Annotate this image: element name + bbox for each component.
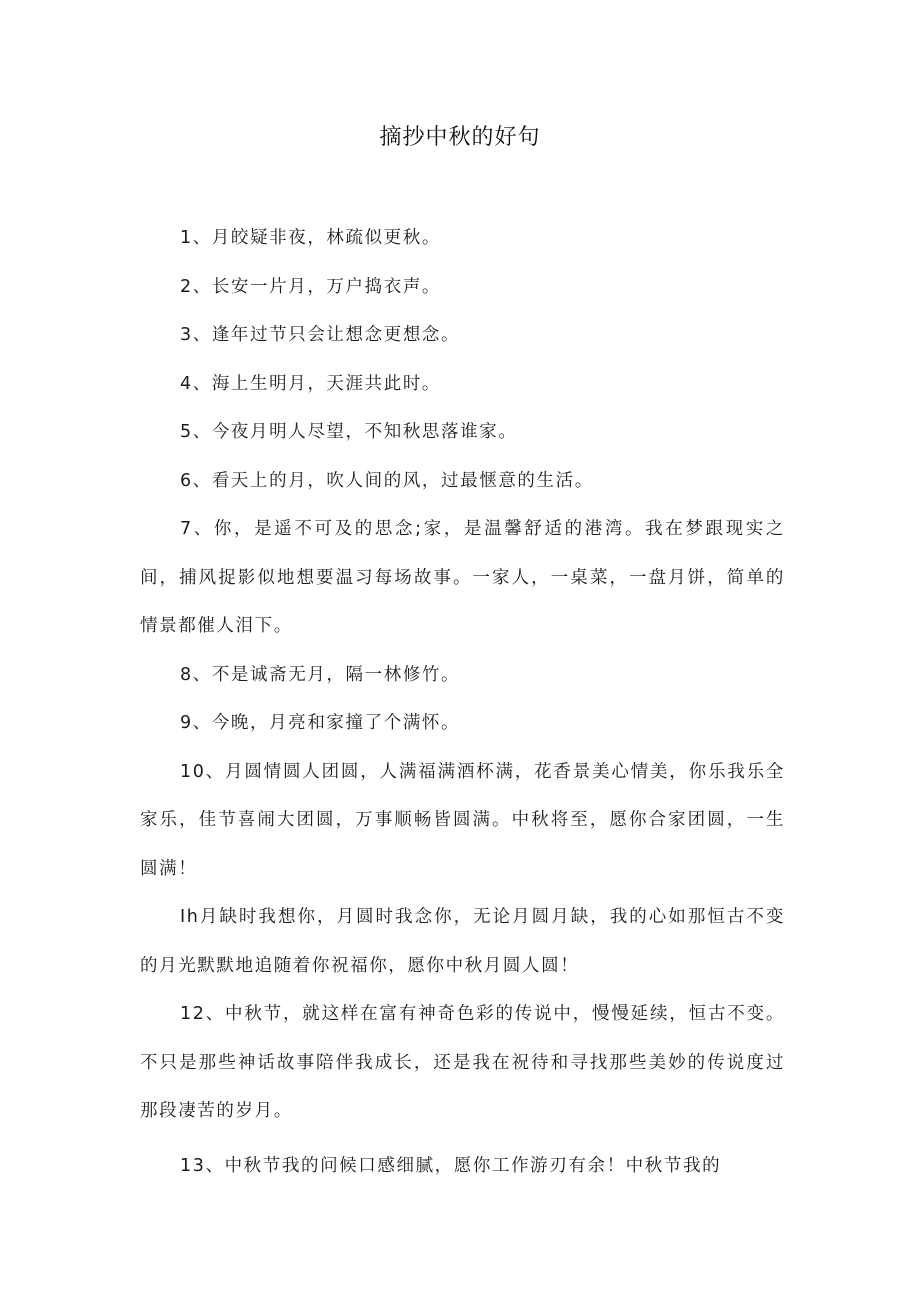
paragraph-3: 3、逢年过节只会让想念更想念。 [180,325,461,345]
paragraph-4: 4、海上生明月，天涯共此时。 [180,373,442,394]
paragraph-5: 5、今夜月明人尽望，不知秋思落谁家。 [180,422,518,442]
paragraph-10: 10、月圆情圆人团圆，人满福满酒杯满，花香景美心情美，你乐我乐全家乐，佳节喜闹大团圆，万事顺畅皆圆满。中秋将至，愿你合家团圆，一生圆满！ [140,761,785,879]
paragraph-8: 8、不是诚斋无月，隔一林修竹。 [180,664,461,685]
paragraph-2: 2、长安一片月，万户捣衣声。 [180,276,442,297]
paragraph-6: 6、看天上的月，吹人间的风，过最惬意的生活。 [180,470,594,491]
paragraph-12: 12、中秋节，就这样在富有神奇色彩的传说中，慢慢延续，恒古不变。不只是那些神话故事陪伴我成长，还是我在祝待和寻找那些美妙的传说度过那段凄苦的岁月。 [140,1004,785,1121]
document-title: 摘抄中秋的好句 [379,125,541,150]
paragraph-7: 7、你，是遥不可及的思念;家，是温馨舒适的港湾。我在梦跟现实之间，捕风捉影似地想要温习每场故事。一家人，一桌菜，一盘月饼，简单的情景都催人泪下。 [140,519,785,636]
document-body [140,214,785,1190]
paragraph-11: Ih月缺时我想你，月圆时我念你，无论月圆月缺，我的心如那恒古不变的月光默默地追随着你祝福你，愿你中秋月圆人圆！ [140,907,785,976]
paragraph-1: 1、月皎疑非夜，林疏似更秋。 [180,228,442,248]
paragraph-13: 13、中秋节我的问候口感细腻，愿你工作游刃有余！中秋节我的 [180,1155,722,1176]
paragraph-9: 9、今晚，月亮和家撞了个满怀。 [180,713,461,733]
